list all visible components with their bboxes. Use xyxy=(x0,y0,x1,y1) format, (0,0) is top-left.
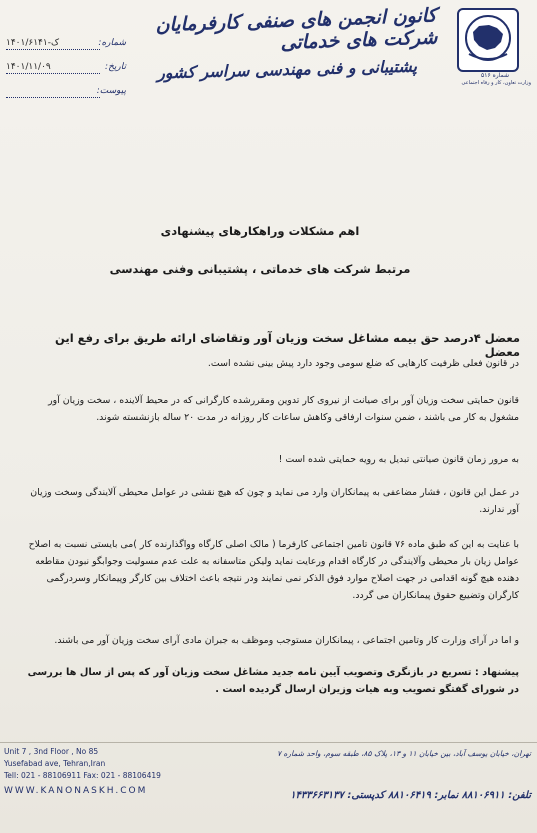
document-heading-line-2: مرتبط شرکت های خدماتی ، پشتیبانی وفنی مهندسی xyxy=(109,262,411,276)
organization-subtitle: پشتیبانی و فنی مهندسی سراسر کشور xyxy=(156,56,418,83)
footer-divider xyxy=(0,742,537,743)
letter-number-field xyxy=(6,38,126,52)
footer-phones-fa: تلفن: ۸۸۱۰۶۹۱۱ نمابر: ۸۸۱۰۶۴۱۹ کدپستی: ۱۴۳۳۶۶۳۱۳۷ xyxy=(290,790,531,801)
footer-address-en xyxy=(4,746,161,782)
attachment-label: پیوست: xyxy=(96,86,126,96)
paragraph: و اما در آرای وزارت کار وتامین اجتماعی ، پیمانکاران مستوجب وموظف به جبران مادی آرای سخت وزیان آور می باشند. xyxy=(54,635,519,646)
number-value: ۱۴۰۱/۶ک-۱۴۱ xyxy=(6,38,60,48)
address-line-2: Yusefabad ave, Tehran,Iran xyxy=(4,759,106,768)
letter-subject: معضل ۴درصد حق بیمه مشاغل سخت وزیان آور وتقاضای ارائه طریق برای رفع این معضل xyxy=(55,331,520,359)
website-link[interactable]: WWW.KANONASKH.COM xyxy=(4,786,148,796)
paragraph: با عنایت به این که طبق ماده ۷۶ قانون تامین اجتماعی کارفرما ( مالک اصلی کارگاه وواگذارنده کار )می بایستی نسبت به اصلاح عوامل زیان بار محیطی وآلایندگی در کارگاه اقدام ورعایت نماید ولیکن متاسفانه به علت عدم مسولیت وجوابگو نبودن مقاطعه دهنده هیچ گونه اقدامی در جهت اصلاح موارد فوق الذکر نمی نمایند ودر نتیجه باعث اختلاف بین کارگر وپیمانکار وسردرگمی کارگران وتضییع حقوق پیمانکاران می گردد. xyxy=(28,539,519,601)
paragraph: قانون حمایتی سخت وزیان آور برای صیانت از نیروی کار تدوین ومقررشده کارگرانی که در محیط آلاینده ، سخت وزیان آور مشغول به کار می باشند ، ضمن سنوات ارفاقی وکاهش ساعات کار روزانه در مدت ۲۰ ساله بازنشسته شوند. xyxy=(48,395,519,423)
letter-attachment-field xyxy=(6,86,126,100)
date-value: ۱۴۰۱/۱۱/۰۹ xyxy=(6,62,51,72)
letter-date-field xyxy=(6,62,126,76)
logo-caption: وزارت تعاون، کار و رفاه اجتماعی xyxy=(461,80,531,86)
phone-fax-line: Tell: 021 - 88106911 Fax: 021 - 88106419 xyxy=(4,771,161,780)
address-line-1: Unit 7 , 3nd Floor , No 85 xyxy=(4,747,99,756)
date-label: تاریخ: xyxy=(105,62,126,72)
organization-title: کانون انجمن های صنفی کارفرمایان شرکت های خدماتی xyxy=(155,4,438,54)
logo-number: شماره ۵۱۶ xyxy=(481,72,509,79)
paragraph: در قانون فعلی ظرفیت کارهایی که ضلع سومی وجود دارد پیش بینی نشده است. xyxy=(207,358,519,369)
number-label: شماره: xyxy=(98,38,126,48)
footer-address-fa: تهران، خیابان یوسف آباد، بین خیابان ۱۱ و ۱۳، پلاک ۸۵، طبقه سوم، واحد شماره ۷ xyxy=(277,749,531,758)
document-heading-line-1: اهم مشکلات وراهکارهای پیشنهادی xyxy=(160,224,360,238)
iran-map-icon xyxy=(459,10,517,70)
paragraph: به مرور زمان قانون صیانتی تبدیل به رویه حمایتی شده است ! xyxy=(278,454,519,465)
proposal-paragraph: پیشنهاد : تسریع در بازنگری وتصویب آیین نامه جدید مشاغل سخت وزیان آور که پس از سال ها بررسی در شورای گفتگو تصویب وبه هیات وزیران ارسال گردیده است . xyxy=(27,667,519,695)
organization-logo xyxy=(457,8,519,72)
paragraph: در عمل این قانون ، فشار مضاعفی به پیمانکاران وارد می نماید و چون که هیچ نقشی در عوامل محیطی آلایندگی وسخت وزیان آور ندارند. xyxy=(30,487,519,515)
